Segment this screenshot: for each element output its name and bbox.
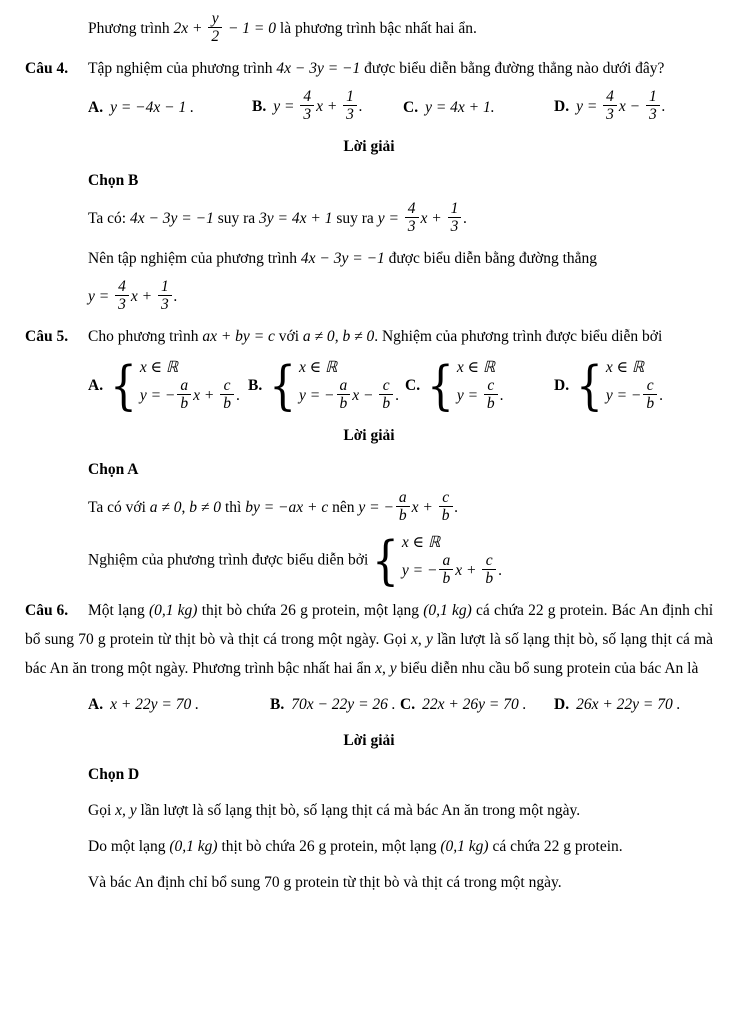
fraction [379, 377, 393, 412]
text-segment: là phương trình bậc nhất hai ẩn. [279, 20, 477, 38]
math-segment: . [173, 288, 178, 306]
math-segment: . [358, 98, 363, 116]
system-row-2 [299, 379, 399, 414]
math-segment: (0,1 kg) [169, 838, 218, 855]
loi-giai-heading: Lời giải [343, 732, 395, 749]
fraction-denominator: b [442, 570, 451, 587]
text-segment: biểu diễn nhu cầu bổ sung protein của bác An là [396, 660, 699, 677]
fraction [177, 377, 191, 412]
system-row-1: x ∈ ℝ [139, 359, 179, 376]
fraction-denominator: b [646, 395, 655, 412]
question-6 [25, 596, 713, 683]
fraction-denominator: 2 [211, 28, 220, 45]
fraction [439, 489, 453, 524]
math-segment: . [661, 98, 666, 116]
system-rows [457, 358, 504, 414]
left-brace-icon: { [269, 354, 296, 417]
question-5-options [88, 354, 713, 417]
fraction-numerator: a [177, 377, 191, 395]
q6-solution-line-3: Và bác An định chỉ bổ sung 70 g protein từ thịt bò và thịt cá trong một ngày. [88, 874, 562, 891]
math-segment: ax + by = c [202, 328, 275, 345]
fraction-numerator: c [482, 552, 496, 570]
solution-set-system [110, 354, 240, 417]
math-segment: . [454, 499, 459, 517]
math-segment: y [389, 660, 397, 677]
q4-solution-line-3 [25, 280, 713, 315]
math-segment: y = 4x + 1. [425, 99, 495, 116]
fraction [300, 88, 314, 123]
q5-solution-line-2 [25, 529, 713, 592]
chosen-answer-q5: Chọn A [88, 461, 139, 478]
text-segment: . [395, 387, 399, 405]
option-c [403, 93, 554, 122]
system-row-2 [140, 379, 240, 414]
system-row-2 [402, 554, 502, 589]
math-segment: . [463, 210, 468, 228]
text-segment: . [235, 387, 240, 405]
system-row-2 [606, 379, 663, 414]
q5-solution-line-1 [25, 491, 713, 526]
fraction-numerator: 4 [603, 88, 617, 106]
fraction-denominator: 3 [160, 296, 169, 313]
fraction-denominator: b [223, 395, 231, 412]
option-a [88, 93, 252, 122]
system-row-1: x ∈ ℝ [298, 359, 338, 376]
option-c [400, 690, 554, 719]
fraction-numerator: 1 [158, 278, 172, 296]
text-segment: Cho phương trình [88, 328, 203, 345]
math-segment: 3y = 4x + 1 [259, 210, 333, 228]
chosen-answer-q6: Chọn D [88, 766, 140, 783]
math-segment: x + [316, 98, 342, 116]
text-segment: , [334, 328, 343, 345]
text-segment: thì [221, 499, 246, 517]
fraction-numerator: y [208, 10, 222, 28]
math-segment: y = [456, 387, 482, 405]
fraction [396, 489, 410, 524]
system-row-1: x ∈ ℝ [605, 359, 645, 376]
fraction [603, 88, 617, 123]
option-label: C. [403, 99, 419, 116]
math-segment: (0,1 kg) [440, 838, 489, 855]
math-segment: − 1 = 0 [224, 20, 280, 38]
system-rows [140, 358, 240, 414]
fraction [405, 200, 419, 235]
text-segment: Nên tập nghiệm của phương trình [88, 250, 301, 267]
fraction [343, 88, 357, 123]
question-5 [25, 322, 713, 351]
fraction-denominator: 3 [450, 218, 459, 235]
question-6-options [88, 690, 713, 719]
text-segment: Một lạng [88, 602, 149, 619]
system-rows [299, 358, 399, 414]
math-segment: y = [88, 288, 114, 306]
text-segment: Ta có với [88, 499, 150, 517]
question-4 [25, 54, 713, 83]
loi-giai-heading: Lời giải [343, 427, 395, 444]
fraction [643, 377, 657, 412]
chosen-answer-q4: Chọn B [88, 172, 139, 189]
fraction-denominator: b [398, 507, 407, 524]
text-segment: . Nghiệm của phương trình được biểu diễn bởi [374, 328, 663, 345]
fraction [337, 377, 351, 412]
math-segment: x, y [115, 802, 137, 819]
fraction-denominator: b [441, 507, 450, 524]
fraction [439, 552, 453, 587]
option-d [554, 690, 713, 719]
math-segment: x [411, 631, 418, 648]
math-segment: x + [130, 288, 156, 306]
system-row-1: x ∈ ℝ [401, 534, 441, 551]
option-a [88, 690, 270, 719]
fraction-numerator: c [439, 489, 453, 507]
fraction-numerator: a [439, 552, 453, 570]
system-row-2 [457, 379, 504, 414]
text-segment: Ta có: [88, 210, 130, 228]
question-4-label: Câu 4. [25, 60, 69, 77]
fraction-numerator: c [379, 377, 393, 395]
fraction-denominator: 3 [303, 106, 312, 123]
math-segment: x + [193, 387, 219, 405]
option-b [270, 690, 400, 719]
math-segment: x + [455, 562, 481, 580]
math-segment: (0,1 kg) [423, 602, 472, 619]
option-a [88, 354, 248, 417]
left-brace-icon: { [576, 354, 603, 417]
text-segment: suy ra [332, 210, 378, 228]
math-segment: 70x − 22y = 26 . [291, 696, 396, 713]
fraction-denominator: b [339, 395, 348, 412]
math-segment: y = −4x − 1 . [110, 99, 194, 116]
left-brace-icon: { [110, 354, 137, 417]
fraction-numerator: a [337, 377, 351, 395]
fraction-denominator: b [382, 395, 391, 412]
system-rows [402, 533, 502, 589]
option-d [554, 354, 713, 417]
option-label: B. [248, 376, 263, 394]
math-segment: a ≠ 0 [302, 328, 335, 345]
option-label: C. [400, 696, 416, 713]
option-label: D. [554, 98, 570, 116]
text-segment: thịt bò chứa 26 g protein, một lạng [197, 602, 424, 619]
text-segment: thịt bò chứa 26 g protein, một lạng [217, 838, 441, 855]
text-segment: Phương trình [88, 20, 174, 38]
math-segment: x + [411, 499, 437, 517]
solution-set-system [269, 354, 399, 417]
fraction-numerator: c [484, 377, 498, 395]
math-segment: y = − [605, 387, 642, 405]
option-label: B. [270, 696, 285, 713]
math-segment: y = [576, 98, 602, 116]
fraction-numerator: 1 [646, 88, 660, 106]
math-segment: b ≠ 0 [342, 328, 375, 345]
text-segment: , [417, 631, 426, 648]
math-segment: y = − [358, 499, 394, 517]
math-segment: b ≠ 0 [189, 499, 222, 517]
math-segment: x − [618, 98, 645, 116]
math-segment: y = [377, 210, 403, 228]
solution-set-system [427, 354, 504, 417]
fraction-numerator: 1 [343, 88, 357, 106]
fraction-numerator: 1 [448, 200, 462, 218]
math-segment: y = − [401, 562, 438, 580]
fraction-numerator: 4 [115, 278, 129, 296]
fraction-denominator: b [485, 570, 494, 587]
text-segment: Gọi [88, 802, 116, 819]
text-segment: . [498, 562, 502, 580]
text-segment: Nghiệm của phương trình được biểu diễn bởi [88, 551, 373, 569]
fraction [208, 10, 222, 45]
math-segment: 26x + 22y = 70 . [576, 696, 681, 713]
fraction [646, 88, 660, 123]
math-segment: x [375, 660, 382, 677]
solution-set-system [372, 529, 502, 592]
left-brace-icon: { [427, 354, 454, 417]
text-segment: . [659, 387, 663, 405]
fraction [448, 200, 462, 235]
option-b [252, 90, 403, 125]
fraction [484, 377, 498, 412]
q4-solution-line-1 [25, 202, 713, 237]
option-b [248, 354, 405, 417]
option-label: A. [88, 696, 104, 713]
fraction-numerator: c [220, 377, 234, 395]
math-segment: y = [273, 98, 299, 116]
math-segment: x + 22y = 70 . [110, 696, 200, 713]
math-segment: by = −ax + c [245, 499, 329, 517]
q6-solution-line-1 [25, 796, 713, 825]
option-label: C. [405, 376, 421, 394]
option-label: B. [252, 98, 267, 116]
fraction [220, 377, 234, 412]
math-segment: 4x − 3y = −1 [129, 210, 214, 228]
fraction [158, 278, 172, 313]
fraction-denominator: 3 [649, 106, 657, 123]
text-segment: Tập nghiệm của phương trình [88, 60, 277, 77]
math-segment: 4x − 3y = −1 [276, 60, 361, 77]
math-segment: y = − [139, 387, 176, 405]
system-rows [606, 358, 663, 414]
fraction-numerator: 4 [405, 200, 419, 218]
text-segment: Do một lạng [88, 838, 170, 855]
math-segment: (0,1 kg) [148, 602, 198, 619]
intro-statement [25, 12, 713, 47]
question-6-label: Câu 6. [25, 602, 69, 619]
loi-giai-heading: Lời giải [343, 138, 395, 155]
q6-solution-line-2 [25, 832, 713, 861]
option-label: A. [88, 99, 104, 116]
text-segment: lần lượt là số lạng thịt bò, số lạng thịt cá mà bác An ăn trong một ngày. [136, 802, 581, 819]
q4-solution-line-2 [25, 244, 713, 273]
math-segment: a ≠ 0 [149, 499, 182, 517]
math-segment: x + [420, 210, 446, 228]
text-segment: , [381, 660, 390, 677]
text-segment: , [181, 499, 190, 517]
fraction-denominator: b [486, 395, 495, 412]
text-segment: cá chứa 22 g protein. Bác An định chỉ bổ sung 70 g protein từ thịt bò và thịt cá trong một ngày. Gọi [25, 602, 713, 648]
text-segment: lần lượt là số lạng thịt bò, số lạng thịt cá mà bác An ăn trong một ngày. Phương trình bậc nhất hai ẩn [25, 631, 714, 677]
option-label: D. [554, 376, 570, 394]
fraction-denominator: b [180, 395, 189, 412]
fraction-numerator: c [643, 377, 657, 395]
text-segment: với [274, 328, 303, 345]
option-label: A. [88, 376, 104, 394]
fraction-numerator: a [396, 489, 410, 507]
option-d [554, 90, 713, 125]
text-segment: . [499, 387, 504, 405]
fraction-denominator: 3 [346, 106, 354, 123]
math-segment: y = − [298, 387, 335, 405]
question-5-label: Câu 5. [25, 328, 69, 345]
fraction-denominator: 3 [118, 296, 126, 313]
fraction-denominator: 3 [407, 218, 416, 235]
fraction [115, 278, 129, 313]
system-row-1: x ∈ ℝ [456, 359, 496, 376]
math-segment: 2x + [173, 20, 207, 38]
option-label: D. [554, 696, 570, 713]
question-4-options [88, 90, 713, 125]
text-segment: nên [328, 499, 359, 517]
math-segment: y [426, 631, 433, 648]
fraction [482, 552, 496, 587]
text-segment: được biểu diễn bằng đường thẳng nào dưới đây? [360, 60, 665, 77]
text-segment: cá chứa 22 g protein. [488, 838, 623, 855]
math-segment: 4x − 3y = −1 [300, 250, 385, 267]
option-c [405, 354, 554, 417]
fraction-numerator: 4 [300, 88, 314, 106]
text-segment: được biểu diễn bằng đường thẳng [384, 250, 598, 267]
math-segment: 22x + 26y = 70 . [422, 696, 527, 713]
solution-set-system [576, 354, 663, 417]
left-brace-icon: { [372, 529, 399, 592]
text-segment: suy ra [213, 210, 260, 228]
fraction-denominator: 3 [606, 106, 614, 123]
math-segment: x − [352, 387, 378, 405]
